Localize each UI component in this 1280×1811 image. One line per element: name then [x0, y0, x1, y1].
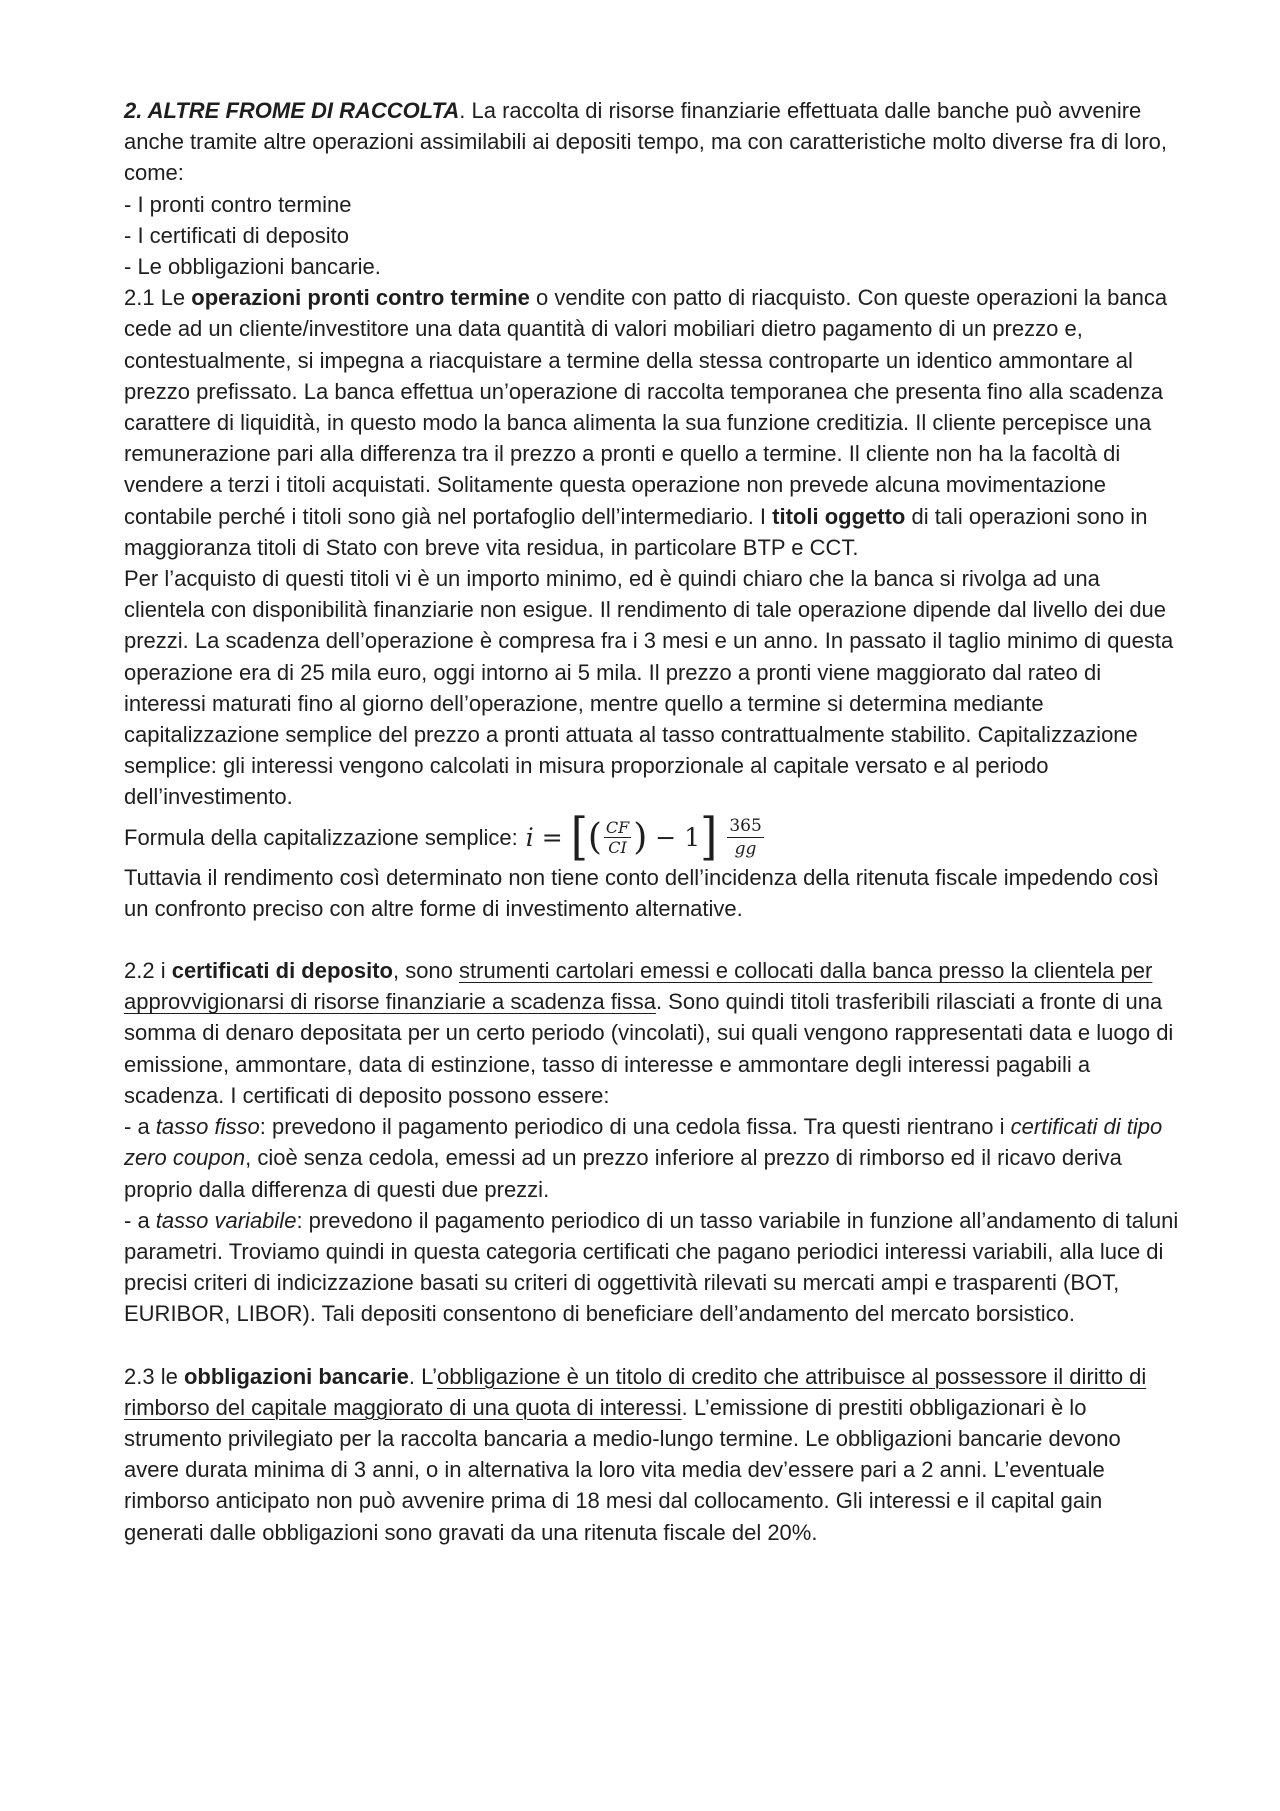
cd-paragraph	[124, 955, 1180, 1111]
list-item-pct: - I pronti contro termine	[124, 191, 352, 217]
pct-paragraph	[124, 282, 1180, 563]
cd-lead: , sono	[392, 958, 460, 984]
pct-text-1: o vendite con patto di riacquisto. Con queste operazioni la banca cede ad un cliente/investitore una data quantità di valori mobiliari dietro pagamento di un prezzo e, contestualmente, si impegna a riacquistare a termine della stessa controparte un identico ammontare al prezzo prefissato. La banca effettua un’operazione di raccolta temporanea che presenta fino alla scadenza carattere di liquidità, in questo modo la banca alimenta la sua funzione creditizia. Il cliente percepisce una remunerazione pari alla differenza tra il prezzo a pronti e quello a termine. Il cliente non ha la facoltà di vendere a terzi i titoli acquistati. Solitamente questa operazione non prevede alcuna movimentazione contabile perché i titoli sono già nel portafoglio dell’intermediario. I	[124, 285, 1168, 529]
cd-fixed-prefix: - a	[124, 1114, 156, 1140]
intro-text: . La raccolta di risorse finanziarie effettuata dalle banche può avvenire anche tramite altre operazioni assimilabili ai depositi tempo, ma con caratteristiche molto diverse fra di loro, come:	[124, 98, 1168, 186]
bonds-number: 2.3 le	[124, 1363, 184, 1389]
cd-term: certificati di deposito	[171, 958, 393, 984]
cd-definition: strumenti cartolari emessi e collocati dalla banca presso la clientela per approvvigionarsi di risorse finanziarie a scadenza fissa	[124, 958, 1153, 1015]
bonds-lead: . L’	[408, 1363, 437, 1389]
formula-paren-open: (	[587, 816, 602, 858]
pct-paragraph-3: Tuttavia il rendimento così determinato non tiene conto dell’incidenza della ritenuta fiscale impedendo così un confronto preciso con altre forme di investimento alternative.	[124, 864, 1160, 921]
formula-den: CI	[608, 838, 627, 858]
cd-fixed-term: tasso fisso	[155, 1114, 260, 1140]
bonds-text: . L’emissione di prestiti obbligazionari è lo strumento privilegiato per la raccolta bancaria a medio-lungo termine. Le obbligazioni bancarie devono avere durata minima di 3 anni, o in alternativa la loro vita media dev’essere pari a 2 anni. L’eventuale rimborso anticipato non può avvenire prima di 18 mesi dal collocamento. Gli interessi e il capital gain generati dalle obbligazioni sono gravati da una ritenuta fiscale del 20%.	[124, 1394, 1121, 1545]
section-heading: 2. ALTRE FROME DI RACCOLTA	[124, 98, 460, 123]
bonds-definition: obbligazione è un titolo di credito che attribuisce al possessore il diritto di rimborso del capitale maggiorato di una quota di interessi	[124, 1363, 1147, 1420]
pct-text-1b: di tali operazioni sono in maggioranza titoli di Stato con breve vita residua, in particolare BTP e CCT.	[124, 503, 1148, 560]
spacer	[124, 1330, 1180, 1361]
bonds-paragraph	[124, 1361, 1180, 1548]
cd-zero-text: , cioè senza cedola, emessi ad un prezzo inferiore al prezzo di rimborso ed il ricavo deriva proprio dalla differenza di questi due prezzi.	[124, 1145, 1122, 1202]
cd-text: . Sono quindi titoli trasferibili rilasciati a fronte di una somma di denaro depositata per un certo periodo (vincolati), sui quali vengono rappresentati data e luogo di emissione, ammontare, data di estinzione, tasso di interesse e ammontare degli interessi pagabili a scadenza. I certificati di deposito possono essere:	[124, 989, 1174, 1108]
formula-var: i	[525, 823, 534, 853]
pct-term-2: titoli oggetto	[772, 503, 906, 529]
cd-var-text: : prevedono il pagamento periodico di un tasso variabile in funzione all’andamento di taluni parametri. Troviamo quindi in questa categoria certificati che pagano periodici interessi variabili, alla luce di precisi criteri di indicizzazione basati su criteri di oggettività rilevati su mercati ampi e trasparenti (BOT, EURIBOR, LIBOR). Tali depositi consentono di beneficiare dell’andamento del mercato borsistico.	[124, 1207, 1179, 1327]
cd-fixed-text: : prevedono il pagamento periodico di una cedola fissa. Tra questi rientrano i	[259, 1114, 1011, 1140]
formula-days-num: 365	[729, 816, 762, 837]
cd-fixed-rate	[124, 1111, 1180, 1205]
cd-var-term: tasso variabile	[155, 1207, 297, 1233]
formula-minus: −	[655, 823, 677, 853]
spacer	[124, 924, 1180, 955]
formula-ratio	[604, 818, 631, 857]
formula-num: CF	[605, 818, 630, 838]
cd-var-prefix: - a	[124, 1207, 156, 1233]
cd-variable-rate	[124, 1205, 1180, 1330]
formula-paren-close: )	[633, 816, 648, 858]
formula-line	[124, 807, 1180, 867]
cd-zero-term: certificati di tipo zero coupon	[124, 1114, 1163, 1171]
bonds-term: obbligazioni bancarie	[183, 1363, 409, 1389]
list-item-bonds: - Le obbligazioni bancarie.	[124, 254, 381, 280]
pct-term: operazioni pronti contro termine	[191, 285, 530, 311]
cd-number: 2.2 i	[124, 958, 172, 984]
formula-days	[727, 815, 763, 860]
formula-bracket-open: [	[570, 807, 588, 867]
pct-number: 2.1 Le	[124, 285, 192, 311]
list-item-cd: - I certificati di deposito	[124, 222, 349, 248]
formula-bracket-close: ]	[700, 807, 718, 867]
intro-paragraph	[124, 95, 1180, 189]
pct-paragraph-2: Per l’acquisto di questi titoli vi è un importo minimo, ed è quindi chiaro che la banca si rivolga ad una clientela con disponibilità finanziarie non esigue. Il rendimento di tale operazione dipende dal livello dei due prezzi. La scadenza dell’operazione è compresa fra i 3 mesi e un anno. In passato il taglio minimo di questa operazione era di 25 mila euro, oggi intorno ai 5 mila. Il prezzo a pronti viene maggiorato dal rateo di interessi maturati fino al giorno dell’operazione, mentre quello a termine si determina mediante capitalizzazione semplice del prezzo a pronti attuata al tasso contrattualmente stabilito. Capitalizzazione semplice: gli interessi vengono calcolati in misura proporzionale al capitale versato e al periodo dell’investimento.	[124, 566, 1174, 810]
formula-one: 1	[684, 823, 701, 853]
simple-interest-formula	[525, 807, 766, 867]
formula-days-den: gg	[734, 839, 757, 860]
formula-label: Formula della capitalizzazione semplice:	[124, 825, 518, 851]
formula-eq: =	[541, 823, 563, 853]
